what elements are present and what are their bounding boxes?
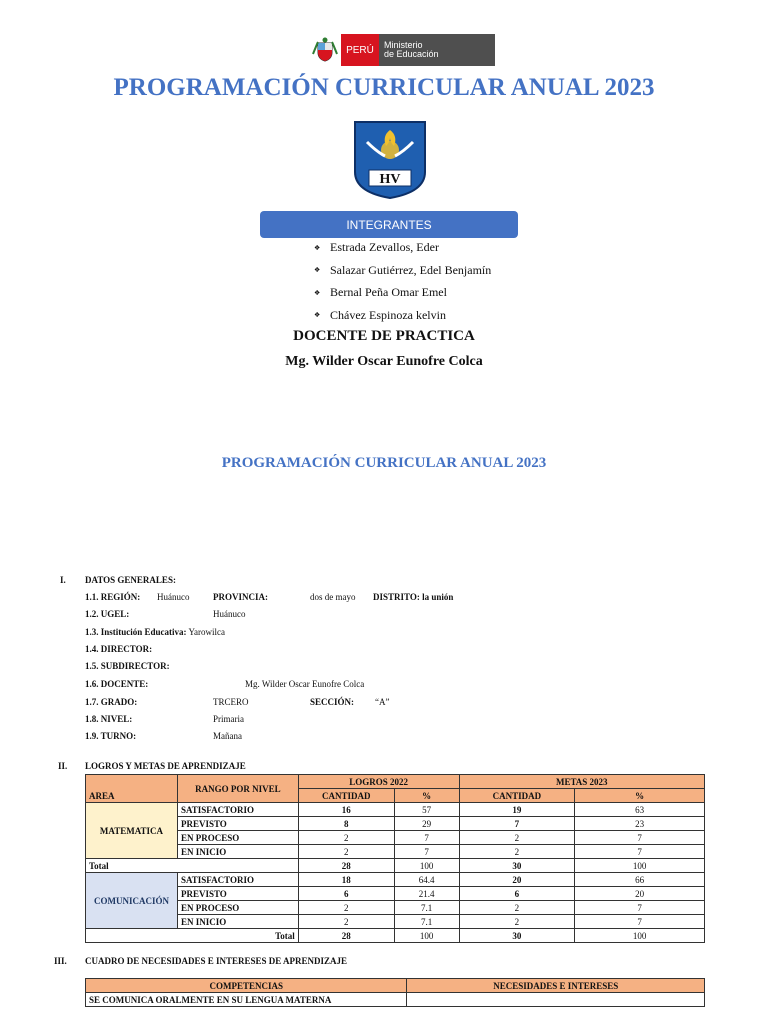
distrito-field <box>373 592 453 602</box>
header-logros: LOGROS 2022 <box>298 775 459 789</box>
field-label: 1.2. UGEL: <box>85 609 130 619</box>
table-cell: 2 <box>459 901 575 915</box>
table-row <box>86 803 705 817</box>
table-cell: 66 <box>575 873 705 887</box>
field-label: 1.1. REGIÓN: <box>85 592 141 602</box>
table-cell: 100 <box>394 929 459 943</box>
table-row <box>86 775 705 789</box>
turno-row <box>85 731 242 741</box>
table-cell: 7 <box>394 845 459 859</box>
table-cell: 2 <box>298 915 394 929</box>
table-cell: 28 <box>298 859 394 873</box>
field-label: 1.4. DIRECTOR: <box>85 644 153 654</box>
table-cell: 7 <box>575 845 705 859</box>
table-cell: 6 <box>459 887 575 901</box>
section-number: II. <box>58 761 68 771</box>
document-title: PROGRAMACIÓN CURRICULAR ANUAL 2023 <box>113 74 655 101</box>
subdirector-row <box>85 661 170 671</box>
table-cell: 7 <box>575 901 705 915</box>
docente-heading: DOCENTE DE PRACTICA <box>293 328 475 344</box>
table-row <box>86 817 705 831</box>
field-value: TRCERO <box>213 697 249 707</box>
table-cell: 2 <box>298 845 394 859</box>
table-row <box>86 831 705 845</box>
table-row <box>86 929 705 943</box>
table-cell: 7 <box>575 831 705 845</box>
section-label: DATOS GENERALES: <box>85 575 176 585</box>
ministry-label <box>379 34 495 66</box>
table-cell: 2 <box>298 831 394 845</box>
level-cell: EN INICIO <box>177 915 298 929</box>
field-value: Huánuco <box>213 609 246 619</box>
table-row <box>86 873 705 887</box>
header-necesidades: NECESIDADES E INTERESES <box>407 979 705 993</box>
table-cell: 100 <box>575 859 705 873</box>
table-cell: 63 <box>575 803 705 817</box>
school-crest-icon <box>353 120 427 200</box>
header-pct: % <box>394 789 459 803</box>
necesidades-heading <box>54 956 348 966</box>
table-row <box>86 979 705 993</box>
table-row <box>86 915 705 929</box>
header-cantidad: CANTIDAD <box>298 789 394 803</box>
table-cell: 23 <box>575 817 705 831</box>
area-comunicacion: COMUNICACIÓN <box>86 873 178 929</box>
table-cell: 18 <box>298 873 394 887</box>
field-value: Yarowilca <box>188 627 226 637</box>
grado-row <box>85 697 390 707</box>
level-cell: PREVISTO <box>177 887 298 901</box>
table-cell: 57 <box>394 803 459 817</box>
table-cell: 16 <box>298 803 394 817</box>
table-row <box>86 901 705 915</box>
table-cell: 30 <box>459 929 575 943</box>
members-list <box>314 241 491 331</box>
table-row <box>86 845 705 859</box>
field-value: dos de mayo <box>310 592 356 602</box>
field-label: 1.9. TURNO: <box>85 731 137 741</box>
table-cell <box>407 993 705 1007</box>
crest-letters: HV <box>379 172 401 187</box>
list-item <box>314 241 491 264</box>
table-cell: 7.1 <box>394 901 459 915</box>
list-item <box>314 264 491 287</box>
header-competencias: COMPETENCIAS <box>86 979 407 993</box>
region-row <box>85 592 454 602</box>
field-value: Primaria <box>213 714 244 724</box>
table-cell: 20 <box>459 873 575 887</box>
diamond-bullet-icon: ❖ <box>314 243 321 252</box>
header-metas: METAS 2023 <box>459 775 704 789</box>
table-cell: 7 <box>575 915 705 929</box>
diamond-bullet-icon: ❖ <box>314 311 321 320</box>
diamond-bullet-icon: ❖ <box>314 288 321 297</box>
ugel-row <box>85 609 246 619</box>
header-rango: RANGO POR NIVEL <box>177 775 298 803</box>
table-cell: 2 <box>459 915 575 929</box>
director-row <box>85 644 152 654</box>
peru-label: PERÚ <box>341 34 379 66</box>
table-cell: SE COMUNICA ORALMENTE EN SU LENGUA MATERNA <box>86 993 407 1007</box>
table-cell: 8 <box>298 817 394 831</box>
docente-row <box>85 679 365 689</box>
field-label: DISTRITO: <box>373 592 420 602</box>
field-label: 1.5. SUBDIRECTOR: <box>85 661 170 671</box>
field-label: PROVINCIA: <box>213 592 268 602</box>
logros-table <box>85 774 705 943</box>
table-cell: 2 <box>459 845 575 859</box>
level-cell: EN INICIO <box>177 845 298 859</box>
table-cell: 2 <box>298 901 394 915</box>
field-label: SECCIÓN: <box>310 697 355 707</box>
member-name: Chávez Espinoza kelvin <box>330 307 446 322</box>
field-label: 1.7. GRADO: <box>85 697 138 707</box>
section-label: CUADRO DE NECESIDADES E INTERESES DE APRENDIZAJE <box>85 956 348 966</box>
necesidades-table <box>85 978 705 1007</box>
field-label: 1.8. NIVEL: <box>85 714 133 724</box>
table-cell: 7.1 <box>394 915 459 929</box>
field-label: 1.3. Institución Educativa: <box>85 627 187 637</box>
table-cell: 64.4 <box>394 873 459 887</box>
nivel-row <box>85 714 244 724</box>
total-label: Total <box>86 929 299 943</box>
section-number: I. <box>60 575 66 585</box>
level-cell: SATISFACTORIO <box>177 873 298 887</box>
table-cell: 21.4 <box>394 887 459 901</box>
table-cell: 20 <box>575 887 705 901</box>
diamond-bullet-icon: ❖ <box>314 266 321 275</box>
level-cell: EN PROCESO <box>177 901 298 915</box>
ministry-line2: de Educación <box>384 49 439 59</box>
docente-name: Mg. Wilder Oscar Eunofre Colca <box>285 354 483 369</box>
list-item <box>314 286 491 309</box>
level-cell: EN PROCESO <box>177 831 298 845</box>
level-cell: PREVISTO <box>177 817 298 831</box>
header-pct: % <box>575 789 705 803</box>
section-number: III. <box>54 956 67 966</box>
table-cell: 29 <box>394 817 459 831</box>
member-name: Salazar Gutiérrez, Edel Benjamín <box>330 262 492 277</box>
peru-coat-of-arms-icon <box>309 34 341 66</box>
integrantes-banner: INTEGRANTES <box>260 211 518 238</box>
total-label: Total <box>86 859 299 873</box>
member-name: Estrada Zevallos, Eder <box>330 240 439 254</box>
ministry-logo <box>309 34 495 66</box>
header-area: AREA <box>86 775 178 803</box>
table-cell: 30 <box>459 859 575 873</box>
table-row <box>86 887 705 901</box>
datos-heading <box>60 575 176 585</box>
table-cell: 7 <box>394 831 459 845</box>
table-cell: 100 <box>575 929 705 943</box>
field-label: 1.6. DOCENTE: <box>85 679 149 689</box>
table-cell: 100 <box>394 859 459 873</box>
table-cell: 6 <box>298 887 394 901</box>
ie-row <box>85 627 225 637</box>
field-value: la unión <box>422 592 454 602</box>
table-row <box>86 859 705 873</box>
field-value: Huánuco <box>157 592 190 602</box>
table-row <box>86 993 705 1007</box>
section-label: LOGROS Y METAS DE APRENDIZAJE <box>85 761 246 771</box>
level-cell: SATISFACTORIO <box>177 803 298 817</box>
table-cell: 28 <box>298 929 394 943</box>
area-matematica: MATEMATICA <box>86 803 178 859</box>
header-cantidad: CANTIDAD <box>459 789 575 803</box>
table-cell: 7 <box>459 817 575 831</box>
table-cell: 19 <box>459 803 575 817</box>
table-cell: 2 <box>459 831 575 845</box>
field-value: “A” <box>375 697 390 707</box>
section-title: PROGRAMACIÓN CURRICULAR ANUAL 2023 <box>221 455 547 471</box>
field-value: Mañana <box>213 731 242 741</box>
logros-heading <box>58 761 246 771</box>
ministry-line1: Ministerio <box>384 40 423 50</box>
field-value: Mg. Wilder Oscar Eunofre Colca <box>245 679 365 689</box>
member-name: Bernal Peña Omar Emel <box>330 285 447 299</box>
